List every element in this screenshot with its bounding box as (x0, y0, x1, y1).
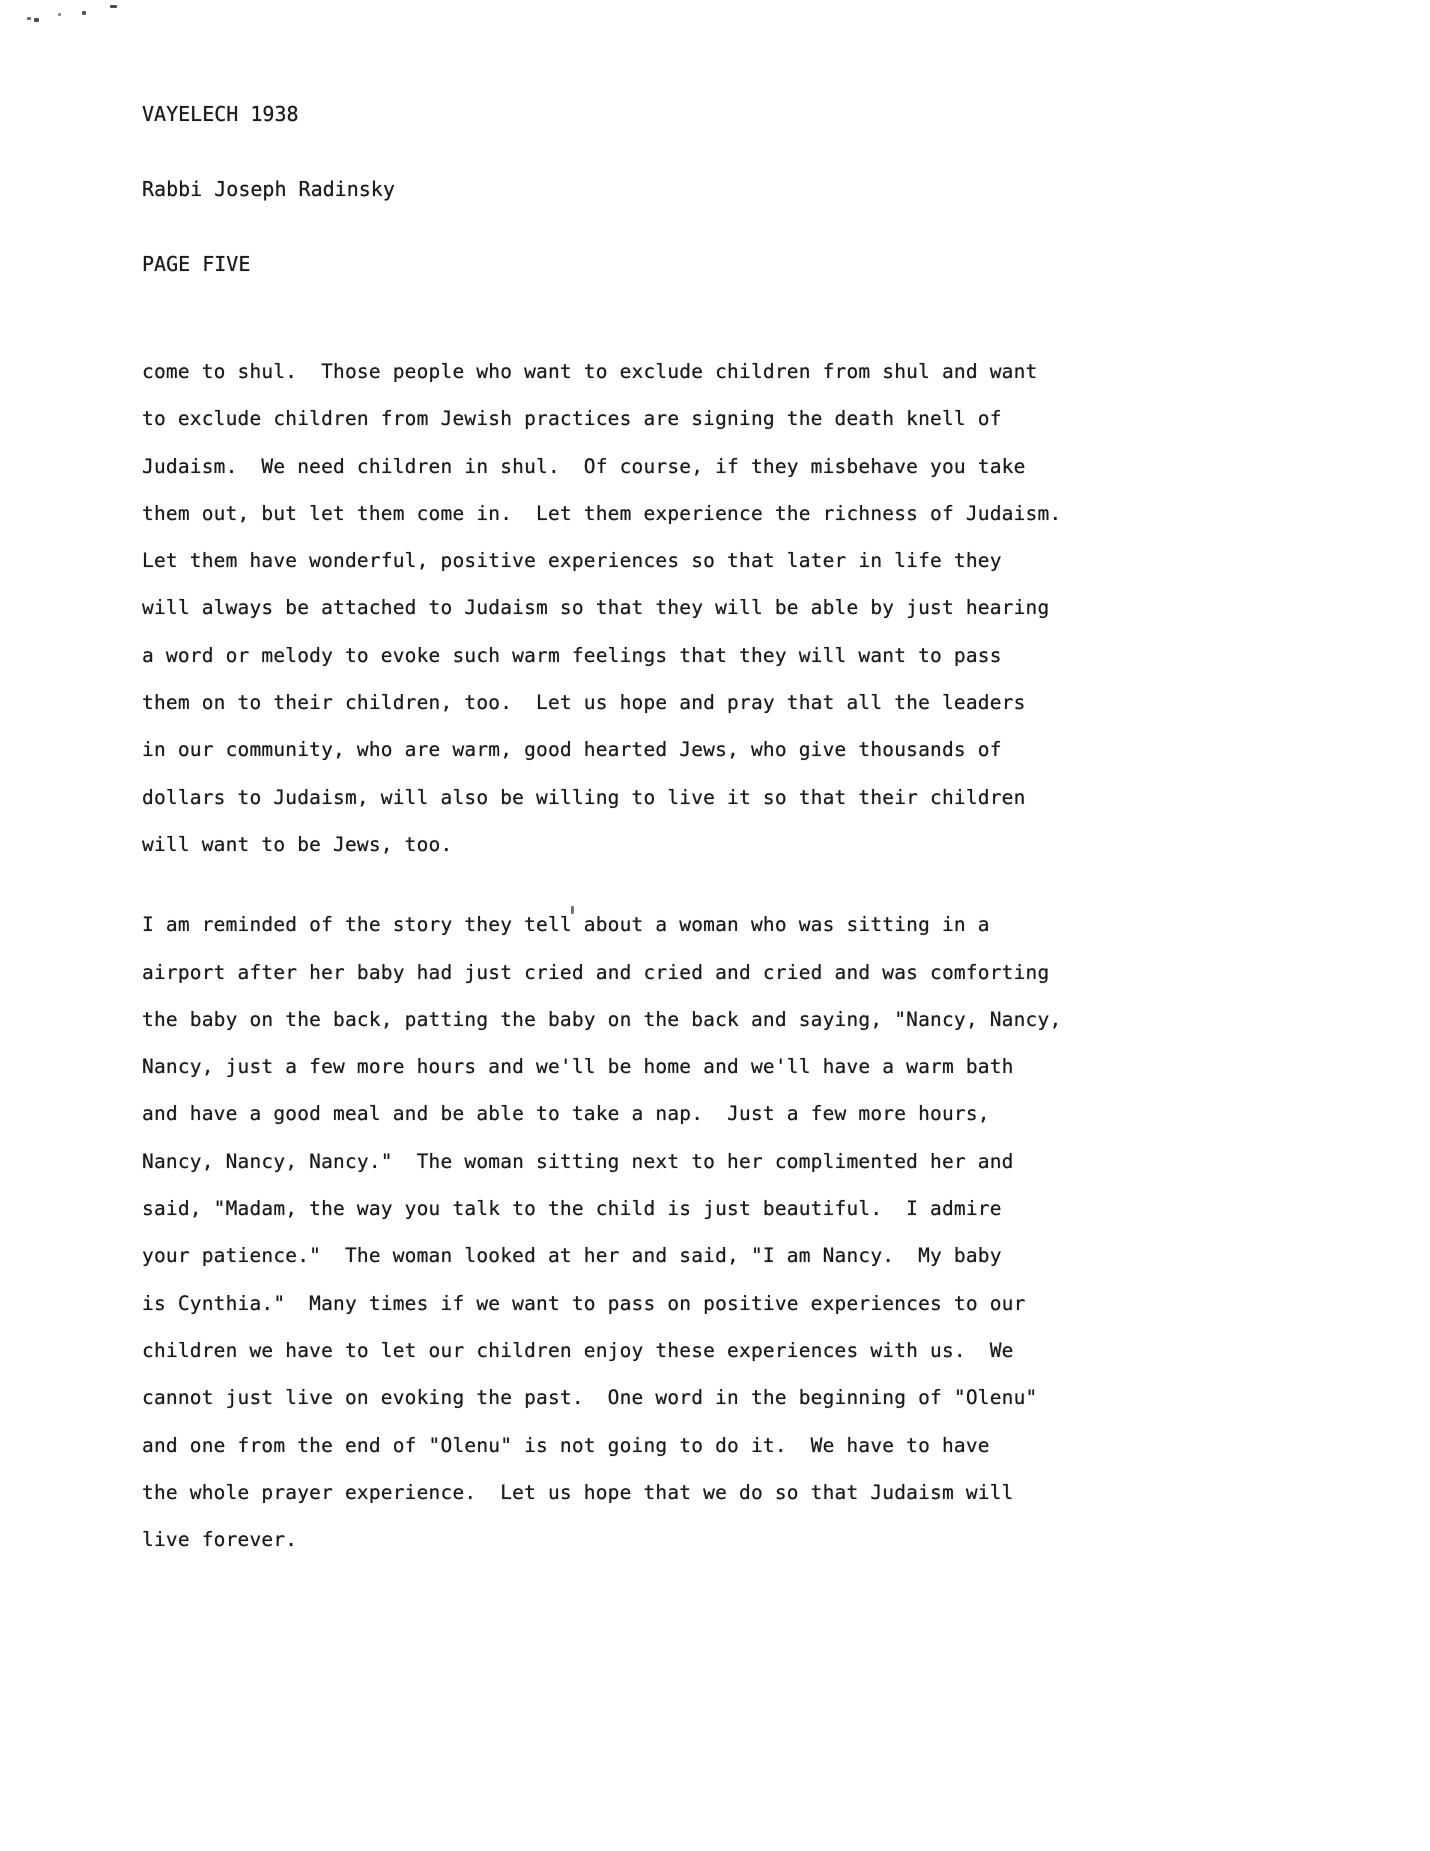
text-line: cannot just live on evoking the past. One word in the beginning of "Olenu" (142, 1386, 1038, 1410)
document-header (142, 52, 1292, 327)
text-line: dollars to Judaism, will also be willing to live it so that their children (142, 785, 1026, 809)
text-line: them on to their children, too. Let us hope and pray that all the leaders (142, 691, 1026, 715)
text-line: Nancy, Nancy, Nancy." The woman sitting next to her complimented her and (142, 1149, 1014, 1173)
text-line: your patience." The woman looked at her and said, "I am Nancy. My baby (142, 1244, 1002, 1268)
text-line: will want to be Jews, too. (142, 832, 453, 856)
scan-speck (34, 18, 39, 22)
text-line: a word or melody to evoke such warm feelings that they will want to pass (142, 643, 1002, 667)
page-content (142, 52, 1292, 1563)
text-line: Let them have wonderful, positive experiences so that later in life they (142, 549, 1002, 573)
text-line: will always be attached to Judaism so that they will be able by just hearing (142, 596, 1050, 620)
text-line: Nancy, just a few more hours and we'll be home and we'll have a warm bath (142, 1055, 1014, 1079)
text-line: to exclude children from Jewish practices are signing the death knell of (142, 407, 1002, 431)
text-line: children we have to let our children enjoy these experiences with us. We (142, 1338, 1014, 1362)
text-line: them out, but let them come in. Let them experience the richness of Judaism. (142, 501, 1062, 525)
text-line: the baby on the back, patting the baby on the back and saying, "Nancy, Nancy, (142, 1007, 1062, 1031)
text-line: Judaism. We need children in shul. Of course, if they misbehave you take (142, 454, 1026, 478)
paragraph-1 (142, 348, 1292, 868)
text-line: and one from the end of "Olenu" is not going to do it. We have to have (142, 1433, 990, 1457)
text-line: in our community, who are warm, good hearted Jews, who give thousands of (142, 738, 1002, 762)
scan-speck (27, 17, 31, 20)
text-line: the whole prayer experience. Let us hope that we do so that Judaism will (142, 1480, 1014, 1504)
text-line: airport after her baby had just cried and cried and cried and was comforting (142, 960, 1050, 984)
document-title: VAYELECH 1938 (142, 102, 299, 126)
text-line: said, "Madam, the way you talk to the child is just beautiful. I admire (142, 1197, 1002, 1221)
text-line: come to shul. Those people who want to exclude children from shul and want (142, 360, 1038, 383)
text-line: live forever. (142, 1528, 298, 1552)
scan-speck (110, 5, 117, 8)
paragraph-2 (142, 901, 1292, 1563)
scan-speck (58, 13, 61, 16)
text-line: and have a good meal and be able to take a nap. Just a few more hours, (142, 1102, 990, 1126)
page-number-label: PAGE FIVE (142, 252, 251, 276)
scan-speck (82, 11, 86, 15)
text-line: I am reminded of the story they tell about a woman who was sitting in a (142, 913, 990, 937)
text-line: is Cynthia." Many times if we want to pass on positive experiences to our (142, 1291, 1026, 1315)
document-author: Rabbi Joseph Radinsky (142, 177, 395, 201)
